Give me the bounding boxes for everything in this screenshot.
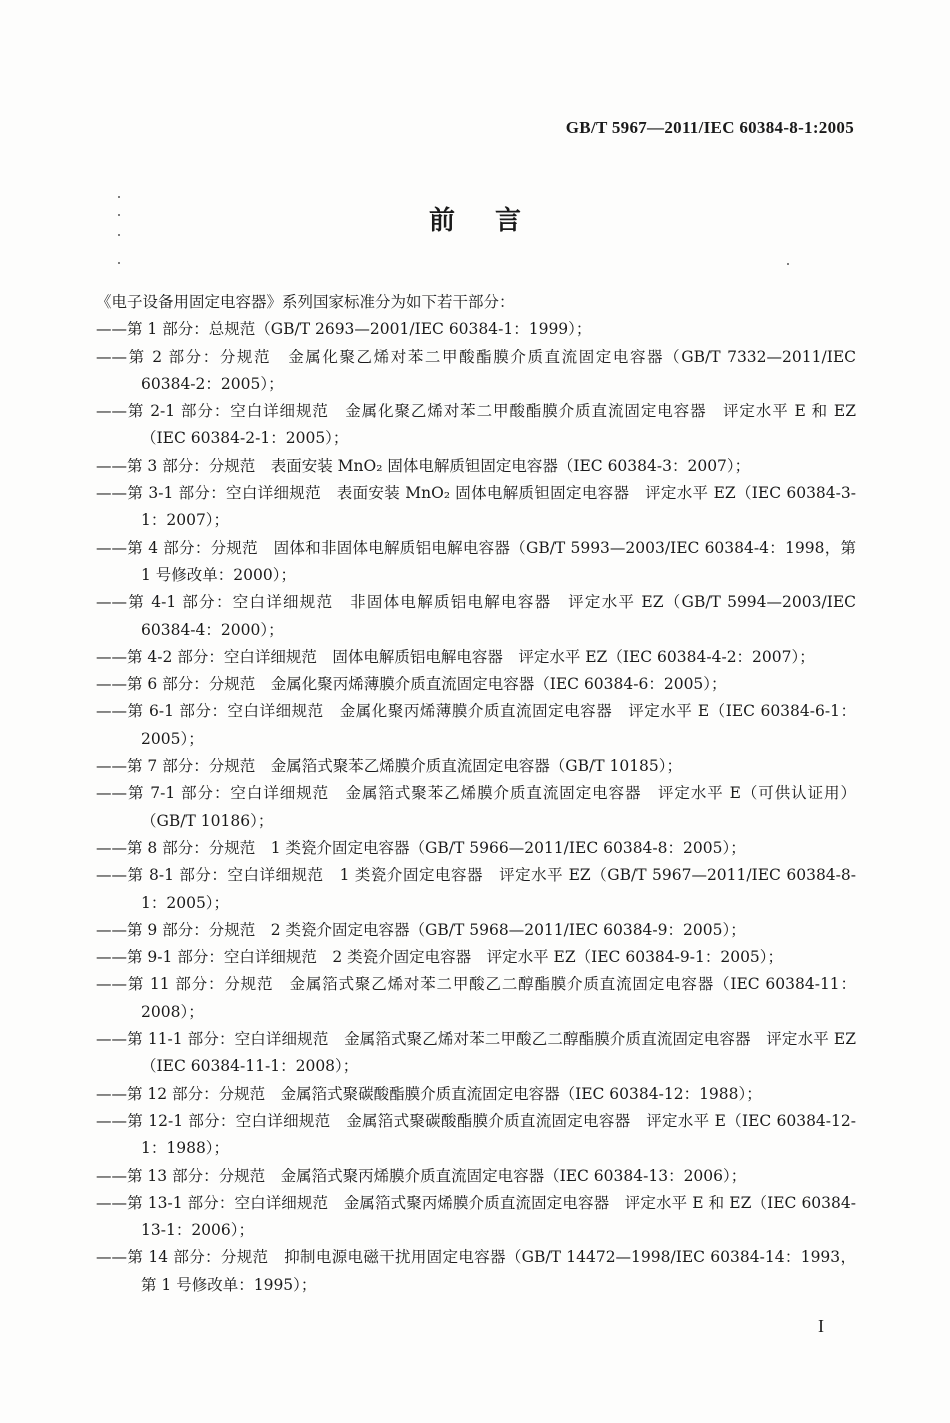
scan-artifact — [118, 262, 120, 264]
list-item: ——第 3-1 部分：空白详细规范 表面安装 MnO₂ 固体电解质钽固定电容器 评定水平 EZ（IEC 60384-3-1：2007）； — [96, 484, 856, 530]
list-item: ——第 11 部分：分规范 金属箔式聚乙烯对苯二甲酸乙二醇酯膜介质直流固定电容器（IEC 60384-11：2008）； — [96, 975, 856, 1021]
list-item: ——第 13-1 部分：空白详细规范 金属箔式聚丙烯膜介质直流固定电容器 评定水平 E 和 EZ（IEC 60384-13-1：2006）； — [96, 1193, 856, 1240]
standard-code-header: GB/T 5967—2011/IEC 60384-8-1:2005 — [565, 118, 854, 137]
scan-artifact — [118, 196, 120, 198]
list-item: ——第 12-1 部分：空白详细规范 金属箔式聚碳酸酯膜介质直流固定电容器 评定水平 E（IEC 60384-12-1：1988）； — [96, 1111, 856, 1158]
list-item: ——第 7-1 部分：空白详细规范 金属箔式聚苯乙烯膜介质直流固定电容器 评定水平 E（可供认证用）（GB/T 10186）； — [96, 784, 856, 830]
page-title: 前言 — [428, 206, 561, 236]
list-item: ——第 11-1 部分：空白详细规范 金属箔式聚乙烯对苯二甲酸乙二醇酯膜介质直流固定电容器 评定水平 EZ（IEC 60384-11-1：2008）； — [96, 1030, 856, 1076]
scan-artifact — [118, 234, 120, 236]
list-item: ——第 8 部分：分规范 1 类瓷介固定电容器（GB/T 5966—2011/IEC 60384-8：2005）； — [96, 838, 746, 857]
list-item: ——第 6 部分：分规范 金属化聚丙烯薄膜介质直流固定电容器（IEC 60384-6：2005）； — [96, 675, 727, 694]
list-item: ——第 9-1 部分：空白详细规范 2 类瓷介固定电容器 评定水平 EZ（IEC 60384-9-1：2005）； — [96, 948, 784, 967]
list-item: ——第 4-2 部分：空白详细规范 固体电解质铝电解电容器 评定水平 EZ（IEC 60384-4-2：2007）； — [96, 647, 815, 666]
list-item: ——第 2-1 部分：空白详细规范 金属化聚乙烯对苯二甲酸酯膜介质直流固定电容器 评定水平 E 和 EZ（IEC 60384-2-1：2005）； — [96, 402, 856, 448]
list-item: ——第 9 部分：分规范 2 类瓷介固定电容器（GB/T 5968—2011/IEC 60384-9：2005）； — [96, 920, 746, 939]
list-item: ——第 14 部分：分规范 抑制电源电磁干扰用固定电容器（GB/T 14472—1998/IEC 60384-14：1993，第 1 号修改单：1995）； — [96, 1248, 856, 1294]
list-item: ——第 1 部分：总规范（GB/T 2693—2001/IEC 60384-1：1999）； — [96, 320, 592, 339]
page-number: I — [818, 1316, 824, 1336]
scan-artifact — [787, 263, 789, 265]
list-item: ——第 13 部分：分规范 金属箔式聚丙烯膜介质直流固定电容器（IEC 60384-13：2006）； — [96, 1166, 747, 1185]
intro-paragraph: 《电子设备用固定电容器》系列国家标准分为如下若干部分： — [96, 293, 515, 311]
preface-body — [96, 289, 856, 1299]
list-item: ——第 4-1 部分：空白详细规范 非固体电解质铝电解电容器 评定水平 EZ（GB/T 5994—2003/IEC 60384-4：2000）； — [96, 593, 856, 639]
list-item: ——第 2 部分：分规范 金属化聚乙烯对苯二甲酸酯膜介质直流固定电容器（GB/T 7332—2011/IEC 60384-2：2005）； — [96, 347, 856, 393]
list-item: ——第 4 部分：分规范 固体和非固体电解质铝电解电容器（GB/T 5993—2003/IEC 60384-4：1998，第 1 号修改单：2000）； — [96, 538, 856, 584]
list-item: ——第 8-1 部分：空白详细规范 1 类瓷介固定电容器 评定水平 EZ（GB/T 5967—2011/IEC 60384-8-1：2005）； — [96, 866, 856, 912]
scan-artifact — [118, 214, 120, 216]
list-item: ——第 3 部分：分规范 表面安装 MnO₂ 固体电解质钽固定电容器（IEC 60384-3：2007）； — [96, 456, 751, 475]
standard-parts-list — [96, 316, 856, 1299]
list-item: ——第 12 部分：分规范 金属箔式聚碳酸酯膜介质直流固定电容器（IEC 60384-12：1988）； — [96, 1084, 762, 1103]
list-item: ——第 7 部分：分规范 金属箔式聚苯乙烯膜介质直流固定电容器（GB/T 10185）； — [96, 757, 683, 776]
list-item: ——第 6-1 部分：空白详细规范 金属化聚丙烯薄膜介质直流固定电容器 评定水平 E（IEC 60384-6-1：2005）； — [96, 702, 856, 748]
